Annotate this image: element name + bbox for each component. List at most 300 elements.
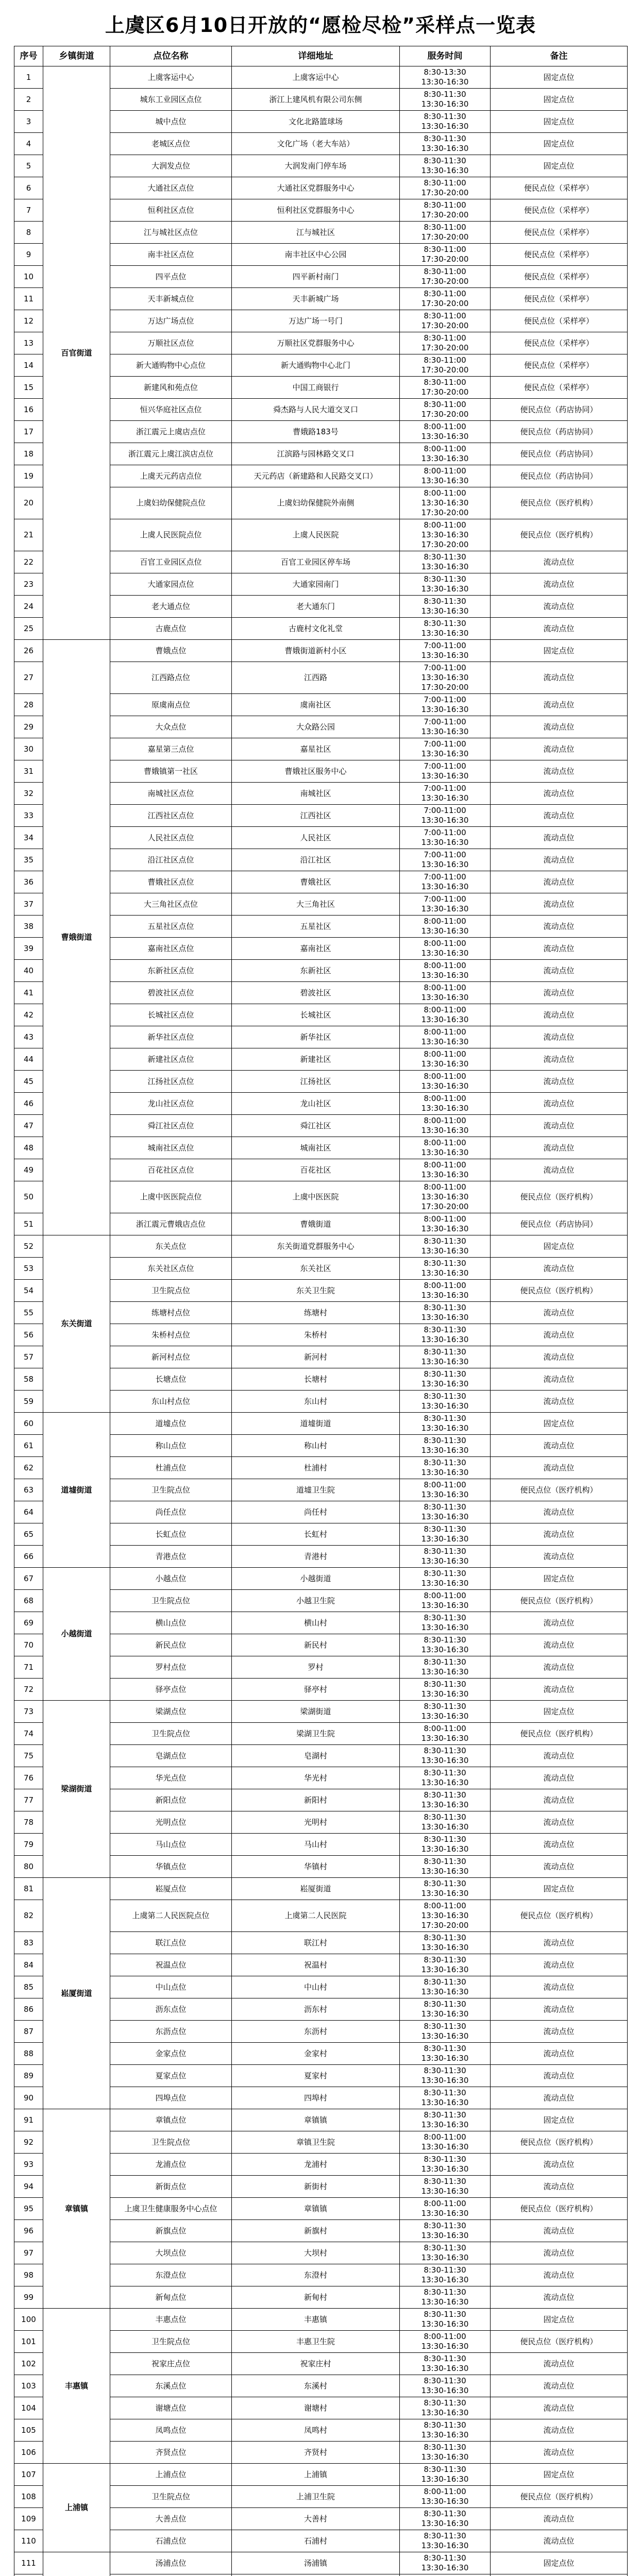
cell-remark: 流动点位 [491, 783, 628, 805]
cell-site-name: 东澄点位 [110, 2264, 232, 2286]
cell-no: 91 [14, 2109, 43, 2131]
cell-no: 100 [14, 2309, 43, 2331]
cell-address: 梁湖卫生院 [232, 1723, 400, 1745]
cell-service-time: 8:30-11:30 13:30-16:30 [400, 1346, 491, 1368]
cell-no: 33 [14, 805, 43, 827]
cell-street: 百官街道 [43, 66, 110, 640]
cell-service-time [400, 2574, 491, 2576]
cell-remark: 流动点位 [491, 2021, 628, 2043]
cell-address: 罗村 [232, 1656, 400, 1679]
cell-service-time: 8:30-11:30 13:30-16:30 [400, 89, 491, 111]
cell-address: 小越街道 [232, 1568, 400, 1590]
cell-address: 古鹿村文化礼堂 [232, 618, 400, 640]
cell-no: 84 [14, 1954, 43, 1976]
cell-address: 丰惠卫生院 [232, 2331, 400, 2353]
cell-remark: 便民点位（采样亭） [491, 199, 628, 222]
cell-remark: 流动点位 [491, 1998, 628, 2021]
cell-address: 舜杰路与人民大道交叉口 [232, 399, 400, 421]
cell-service-time: 8:30-11:30 13:30-16:30 [400, 1501, 491, 1523]
cell-site-name: 祝温点位 [110, 1954, 232, 1976]
cell-address: 长城社区 [232, 1004, 400, 1026]
cell-service-time: 8:30-11:30 13:30-16:30 [400, 2176, 491, 2198]
cell-site-name: 上浦点位 [110, 2464, 232, 2486]
cell-site-name: 大众点位 [110, 716, 232, 738]
cell-no: 32 [14, 783, 43, 805]
cell-site-name: 华镇点位 [110, 1856, 232, 1878]
cell-site-name: 称山点位 [110, 1435, 232, 1457]
cell-remark: 固定点位 [491, 640, 628, 662]
cell-remark: 固定点位 [491, 111, 628, 133]
cell-address: 嘉南社区 [232, 938, 400, 960]
cell-site-name: 皂湖点位 [110, 1745, 232, 1767]
cell-remark: 流动点位 [491, 1391, 628, 1413]
cell-no: 28 [14, 694, 43, 716]
cell-remark: 流动点位 [491, 2508, 628, 2530]
cell-no: 99 [14, 2286, 43, 2309]
cell-no: 58 [14, 1368, 43, 1391]
cell-remark: 流动点位 [491, 738, 628, 760]
cell-remark: 便民点位（采样亭） [491, 377, 628, 399]
cell-no: 59 [14, 1391, 43, 1413]
cell-service-time: 8:30-11:00 17:30-20:00 [400, 399, 491, 421]
cell-service-time: 8:00-11:00 13:30-16:30 [400, 1026, 491, 1048]
cell-no: 19 [14, 465, 43, 487]
cell-site-name: 老大通点位 [110, 596, 232, 618]
cell-site-name: 四埠点位 [110, 2087, 232, 2109]
cell-site-name: 东新社区点位 [110, 960, 232, 982]
cell-service-time: 8:30-11:30 13:30-16:30 [400, 573, 491, 596]
cell-remark: 流动点位 [491, 551, 628, 573]
cell-no: 45 [14, 1071, 43, 1093]
cell-remark: 流动点位 [491, 1767, 628, 1789]
cell-no: 54 [14, 1280, 43, 1302]
cell-service-time: 8:30-11:30 13:30-16:30 [400, 1523, 491, 1546]
cell-site-name: 练塘村点位 [110, 1302, 232, 1324]
cell-no: 75 [14, 1745, 43, 1767]
cell-no: 31 [14, 760, 43, 783]
cell-service-time: 8:30-11:30 13:30-16:30 [400, 2087, 491, 2109]
cell-no: 74 [14, 1723, 43, 1745]
cell-service-time: 8:00-11:00 13:30-16:30 17:30-20:00 [400, 1900, 491, 1932]
cell-service-time: 8:00-11:00 13:30-16:30 [400, 1137, 491, 1159]
cell-no: 12 [14, 310, 43, 332]
cell-service-time: 8:30-11:30 13:30-16:30 [400, 1767, 491, 1789]
cell-site-name: 杜浦点位 [110, 1457, 232, 1479]
cell-remark: 流动点位 [491, 938, 628, 960]
cell-address: 大坝村 [232, 2242, 400, 2264]
cell-remark: 流动点位 [491, 716, 628, 738]
cell-no: 72 [14, 1679, 43, 1701]
cell-remark: 流动点位 [491, 916, 628, 938]
cell-address: 齐贤村 [232, 2442, 400, 2464]
cell-service-time: 7:00-11:00 13:30-16:30 [400, 849, 491, 871]
cell-no: 78 [14, 1811, 43, 1834]
cell-site-name: 卫生院点位 [110, 1280, 232, 1302]
cell-site-name: 联江点位 [110, 1932, 232, 1954]
cell-service-time: 8:30-11:00 17:30-20:00 [400, 244, 491, 266]
cell-address: 新甸村 [232, 2286, 400, 2309]
cell-site-name: 长塘点位 [110, 1368, 232, 1391]
cell-service-time: 7:00-11:00 13:30-16:30 [400, 716, 491, 738]
cell-site-name: 尚任点位 [110, 1501, 232, 1523]
cell-no: 62 [14, 1457, 43, 1479]
cell-service-time: 8:00-11:00 13:30-16:30 [400, 1213, 491, 1235]
cell-remark: 流动点位 [491, 1159, 628, 1181]
cell-address: 光明村 [232, 1811, 400, 1834]
cell-site-name: 沥东点位 [110, 1998, 232, 2021]
cell-site-name: 华光点位 [110, 1767, 232, 1789]
cell-service-time: 8:30-11:30 13:30-16:30 [400, 1391, 491, 1413]
cell-service-time: 8:30-11:30 13:30-16:30 [400, 1302, 491, 1324]
cell-site-name: 上虞天元药店点位 [110, 465, 232, 487]
cell-address: 凤鸣村 [232, 2419, 400, 2442]
cell-service-time: 7:00-11:00 13:30-16:30 17:30-20:00 [400, 662, 491, 694]
cell-service-time: 7:00-11:00 13:30-16:30 [400, 871, 491, 893]
cell-no: 51 [14, 1213, 43, 1235]
cell-no: 23 [14, 573, 43, 596]
cell-no: 37 [14, 893, 43, 916]
cell-service-time: 8:30-11:30 13:30-16:30 [400, 111, 491, 133]
cell-remark: 便民点位（医疗机构） [491, 2331, 628, 2353]
cell-remark: 便民点位（医疗机构） [491, 2486, 628, 2508]
cell-no: 16 [14, 399, 43, 421]
cell-address: 大众路公园 [232, 716, 400, 738]
cell-service-time: 8:30-11:30 13:30-16:30 [400, 1612, 491, 1634]
cell-service-time: 8:30-11:30 13:30-16:30 [400, 1701, 491, 1723]
cell-remark: 流动点位 [491, 2419, 628, 2442]
cell-no: 111 [14, 2552, 43, 2574]
cell-remark: 固定点位 [491, 2109, 628, 2131]
cell-service-time: 8:30-11:30 13:30-16:30 [400, 2242, 491, 2264]
cell-no: 105 [14, 2419, 43, 2442]
cell-address: 驿亭村 [232, 1679, 400, 1701]
cell-remark: 固定点位 [491, 2552, 628, 2574]
cell-site-name: 嘉星第三点位 [110, 738, 232, 760]
cell-address: 人民社区 [232, 827, 400, 849]
cell-address: 上虞客运中心 [232, 66, 400, 89]
cell-site-name: 原虞南点位 [110, 694, 232, 716]
table-row [14, 2309, 628, 2331]
cell-site-name: 长虹点位 [110, 1523, 232, 1546]
cell-remark: 流动点位 [491, 1789, 628, 1811]
cell-no: 107 [14, 2464, 43, 2486]
cell-no: 44 [14, 1048, 43, 1071]
cell-site-name: 嘉南社区点位 [110, 938, 232, 960]
cell-site-name: 卫生院点位 [110, 1723, 232, 1745]
cell-service-time: 8:30-11:30 13:30-16:30 [400, 2021, 491, 2043]
cell-service-time: 7:00-11:00 13:30-16:30 [400, 827, 491, 849]
cell-no: 98 [14, 2264, 43, 2286]
cell-no: 64 [14, 1501, 43, 1523]
cell-address: 练塘村 [232, 1302, 400, 1324]
cell-address: 龙山社区 [232, 1093, 400, 1115]
cell-address: 东关卫生院 [232, 1280, 400, 1302]
cell-address: 小越卫生院 [232, 1590, 400, 1612]
cell-address: 曹娥社区服务中心 [232, 760, 400, 783]
cell-service-time: 8:30-11:30 13:30-16:30 [400, 1878, 491, 1900]
cell-service-time: 8:30-11:30 13:30-16:30 [400, 1568, 491, 1590]
cell-site-name: 丰惠点位 [110, 2309, 232, 2331]
cell-address: 崧厦街道 [232, 1878, 400, 1900]
cell-service-time: 8:00-11:00 13:30-16:30 [400, 960, 491, 982]
cell-address: 浙江上建风机有限公司东侧 [232, 89, 400, 111]
cell-no: 102 [14, 2353, 43, 2375]
cell-service-time: 8:30-11:30 13:30-16:30 [400, 1834, 491, 1856]
cell-no: 80 [14, 1856, 43, 1878]
cell-remark: 流动点位 [491, 849, 628, 871]
table-row [14, 2464, 628, 2486]
cell-no: 66 [14, 1546, 43, 1568]
table-header-row [14, 46, 628, 66]
cell-no: 83 [14, 1932, 43, 1954]
cell-site-name: 小越点位 [110, 1568, 232, 1590]
cell-no: 39 [14, 938, 43, 960]
cell-address: 天元药店（新建路和人民路交叉口） [232, 465, 400, 487]
cell-address: 谢塘村 [232, 2397, 400, 2419]
cell-remark: 便民点位（药店协同） [491, 465, 628, 487]
cell-service-time: 8:30-11:00 17:30-20:00 [400, 354, 491, 377]
cell-address: 新河村 [232, 1346, 400, 1368]
cell-site-name: 万达广场点位 [110, 310, 232, 332]
cell-service-time: 8:30-11:30 13:30-16:30 [400, 2397, 491, 2419]
cell-address: 上浦卫生院 [232, 2486, 400, 2508]
cell-no: 1 [14, 66, 43, 89]
cell-site-name: 龙浦点位 [110, 2154, 232, 2176]
table-row [14, 640, 628, 662]
cell-no: 71 [14, 1656, 43, 1679]
cell-no: 50 [14, 1181, 43, 1213]
cell-address: 道墟卫生院 [232, 1479, 400, 1501]
cell-service-time: 8:30-11:00 17:30-20:00 [400, 310, 491, 332]
cell-service-time: 8:30-11:30 13:30-16:30 [400, 1679, 491, 1701]
cell-no: 2 [14, 89, 43, 111]
cell-no: 60 [14, 1413, 43, 1435]
cell-no: 5 [14, 155, 43, 177]
cell-address: 虞南社区 [232, 694, 400, 716]
cell-site-name: 五星社区点位 [110, 916, 232, 938]
cell-address: 恒利社区党群服务中心 [232, 199, 400, 222]
cell-no: 35 [14, 849, 43, 871]
cell-service-time: 8:00-11:00 13:30-16:30 [400, 421, 491, 443]
cell-street [43, 2552, 110, 2576]
cell-service-time: 8:00-11:00 13:30-16:30 [400, 1479, 491, 1501]
cell-site-name: 浙江震元曹娥店点位 [110, 1213, 232, 1235]
cell-service-time: 8:30-11:30 13:30-16:30 [400, 1811, 491, 1834]
cell-service-time: 8:30-11:30 13:30-16:30 [400, 1954, 491, 1976]
cell-remark: 流动点位 [491, 1856, 628, 1878]
cell-remark: 便民点位（医疗机构） [491, 1723, 628, 1745]
cell-remark: 便民点位（医疗机构） [491, 519, 628, 551]
cell-address: 上虞妇幼保健院外南侧 [232, 487, 400, 519]
cell-address: 东关街道党群服务中心 [232, 1235, 400, 1258]
cell-remark: 流动点位 [491, 1976, 628, 1998]
cell-no: 90 [14, 2087, 43, 2109]
cell-site-name: 上虞第二人民医院点位 [110, 1900, 232, 1932]
cell-site-name: 上虞中医医院点位 [110, 1181, 232, 1213]
cell-remark: 流动点位 [491, 2286, 628, 2309]
cell-service-time: 7:00-11:00 13:30-16:30 [400, 893, 491, 916]
cell-site-name: 罗村点位 [110, 1656, 232, 1679]
cell-remark: 便民点位（药店协同） [491, 1213, 628, 1235]
cell-address: 石浦村 [232, 2530, 400, 2552]
cell-no: 30 [14, 738, 43, 760]
cell-service-time: 8:30-11:30 13:30-16:30 [400, 2309, 491, 2331]
cell-remark: 流动点位 [491, 1634, 628, 1656]
cell-no: 79 [14, 1834, 43, 1856]
cell-service-time: 8:30-11:30 13:30-16:30 [400, 2043, 491, 2065]
cell-remark: 流动点位 [491, 805, 628, 827]
cell-site-name: 卫生院点位 [110, 2131, 232, 2154]
cell-address: 南城社区 [232, 783, 400, 805]
table-body [14, 66, 628, 2576]
cell-site-name: 新河村点位 [110, 1346, 232, 1368]
cell-remark: 便民点位（采样亭） [491, 177, 628, 199]
cell-site-name: 碧波社区点位 [110, 982, 232, 1004]
cell-address: 新街村 [232, 2176, 400, 2198]
cell-no: 25 [14, 618, 43, 640]
cell-site-name: 大三角社区点位 [110, 893, 232, 916]
cell-site-name: 凤鸣点位 [110, 2419, 232, 2442]
cell-address: 华镇村 [232, 1856, 400, 1878]
cell-address: 联江村 [232, 1932, 400, 1954]
cell-remark: 流动点位 [491, 1457, 628, 1479]
cell-address: 长塘村 [232, 1368, 400, 1391]
cell-remark: 便民点位（采样亭） [491, 244, 628, 266]
cell-remark: 便民点位（药店协同） [491, 421, 628, 443]
cell-address: 夏家村 [232, 2065, 400, 2087]
cell-remark: 流动点位 [491, 1026, 628, 1048]
cell-address: 万顺社区党群服务中心 [232, 332, 400, 354]
cell-remark: 流动点位 [491, 618, 628, 640]
cell-address: 四平新村南门 [232, 266, 400, 288]
cell-address: 四埠村 [232, 2087, 400, 2109]
cell-remark: 流动点位 [491, 2176, 628, 2198]
cell-no: 48 [14, 1137, 43, 1159]
cell-no: 63 [14, 1479, 43, 1501]
cell-site-name: 东沥点位 [110, 2021, 232, 2043]
cell-address: 梁湖街道 [232, 1701, 400, 1723]
cell-address: 青港村 [232, 1546, 400, 1568]
cell-address: 城南社区 [232, 1137, 400, 1159]
cell-service-time: 8:30-11:30 13:30-16:30 [400, 2464, 491, 2486]
cell-no: 13 [14, 332, 43, 354]
cell-site-name: 曹娥社区点位 [110, 871, 232, 893]
cell-no: 55 [14, 1302, 43, 1324]
cell-site-name: 曹娥镇第一社区 [110, 760, 232, 783]
cell-street: 崧厦街道 [43, 1878, 110, 2109]
cell-address: 新阳村 [232, 1789, 400, 1811]
cell-site-name: 上虞卫生健康服务中心点位 [110, 2198, 232, 2220]
table-row [14, 1568, 628, 1590]
cell-no: 36 [14, 871, 43, 893]
cell-site-name: 城中点位 [110, 111, 232, 133]
table-row [14, 1878, 628, 1900]
cell-site-name: 齐贤点位 [110, 2442, 232, 2464]
cell-site-name: 崧厦点位 [110, 1878, 232, 1900]
cell-site-name: 卫生院点位 [110, 1479, 232, 1501]
cell-no: 43 [14, 1026, 43, 1048]
cell-no: 95 [14, 2198, 43, 2220]
cell-address: 曹娥街道新村小区 [232, 640, 400, 662]
cell-address: 祝家庄村 [232, 2353, 400, 2375]
cell-no: 22 [14, 551, 43, 573]
cell-remark: 流动点位 [491, 1523, 628, 1546]
cell-site-name: 卫生院点位 [110, 2486, 232, 2508]
cell-address: 万达广场一号门 [232, 310, 400, 332]
cell-remark: 固定点位 [491, 1413, 628, 1435]
cell-site-name: 天丰新城点位 [110, 288, 232, 310]
cell-site-name: 百官工业园区点位 [110, 551, 232, 573]
cell-site-name: 东关社区点位 [110, 1258, 232, 1280]
cell-no: 38 [14, 916, 43, 938]
cell-site-name: 上虞妇幼保健院点位 [110, 487, 232, 519]
cell-site-name: 东山村点位 [110, 1391, 232, 1413]
cell-remark: 流动点位 [491, 1656, 628, 1679]
cell-remark: 流动点位 [491, 1679, 628, 1701]
cell-remark: 流动点位 [491, 662, 628, 694]
cell-remark: 流动点位 [491, 827, 628, 849]
cell-address: 上虞第二人民医院 [232, 1900, 400, 1932]
cell-site-name: 祝家庄点位 [110, 2353, 232, 2375]
cell-service-time: 8:30-11:30 13:30-16:30 [400, 1324, 491, 1346]
table-row [14, 1235, 628, 1258]
cell-site-name: 驿亭点位 [110, 1679, 232, 1701]
cell-site-name: 古鹿点位 [110, 618, 232, 640]
cell-service-time: 7:00-11:00 13:30-16:30 [400, 738, 491, 760]
cell-address: 大通社区党群服务中心 [232, 177, 400, 199]
cell-remark: 流动点位 [491, 2442, 628, 2464]
cell-address: 老大通东门 [232, 596, 400, 618]
header-site-name: 点位名称 [110, 46, 232, 66]
cell-no: 40 [14, 960, 43, 982]
cell-service-time: 8:00-11:00 13:30-16:30 [400, 1048, 491, 1071]
cell-remark: 固定点位 [491, 133, 628, 155]
cell-site-name: 新旗点位 [110, 2220, 232, 2242]
cell-site-name: 舜江社区点位 [110, 1115, 232, 1137]
cell-street: 道墟街道 [43, 1413, 110, 1568]
table-row [14, 2109, 628, 2131]
cell-remark: 流动点位 [491, 2397, 628, 2419]
cell-address: 尚任村 [232, 1501, 400, 1523]
cell-address: 龙浦村 [232, 2154, 400, 2176]
cell-address: 上浦镇 [232, 2464, 400, 2486]
cell-street: 东关街道 [43, 1235, 110, 1413]
cell-no: 68 [14, 1590, 43, 1612]
cell-site-name [110, 2574, 232, 2576]
cell-address: 新建社区 [232, 1048, 400, 1071]
cell-address: 江与城社区 [232, 222, 400, 244]
document [14, 0, 627, 2576]
cell-address: 大三角社区 [232, 893, 400, 916]
cell-service-time: 8:00-11:00 13:30-16:30 [400, 2486, 491, 2508]
cell-site-name: 谢塘点位 [110, 2397, 232, 2419]
cell-address: 汤浦镇 [232, 2552, 400, 2574]
header-no: 序号 [14, 46, 43, 66]
cell-site-name: 道墟点位 [110, 1413, 232, 1435]
cell-service-time: 7:00-11:00 13:30-16:30 [400, 805, 491, 827]
cell-no: 85 [14, 1976, 43, 1998]
cell-remark: 流动点位 [491, 694, 628, 716]
cell-street: 丰惠镇 [43, 2309, 110, 2464]
cell-remark: 流动点位 [491, 1834, 628, 1856]
cell-site-name: 百花社区点位 [110, 1159, 232, 1181]
cell-remark: 便民点位（采样亭） [491, 288, 628, 310]
cell-remark: 流动点位 [491, 2087, 628, 2109]
cell-service-time: 8:00-11:00 13:30-16:30 [400, 1004, 491, 1026]
cell-service-time: 8:00-11:00 13:30-16:30 [400, 1590, 491, 1612]
cell-service-time: 8:30-11:30 13:30-16:30 [400, 2375, 491, 2397]
cell-address: 百花社区 [232, 1159, 400, 1181]
